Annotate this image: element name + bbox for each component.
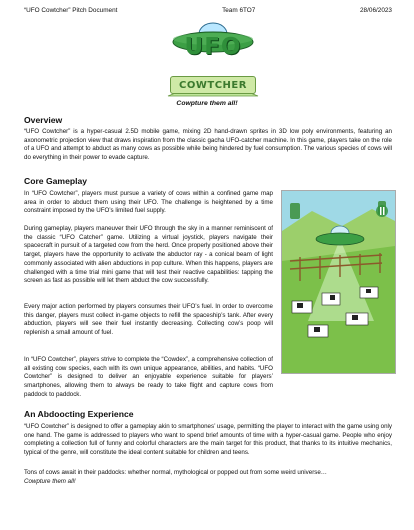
core-paragraph-1: In “UFO Cowtcher”, players must pursue a variety of cows within a confined game map area in order to abduct them using their UFO. The challenge is heightened by a time constraint imposed by the UFO’s limited fuel supply.	[24, 190, 273, 215]
doc-title: “UFO Cowtcher” Pitch Document	[24, 7, 118, 14]
logo-subtitle	[166, 76, 260, 93]
core-paragraph-2: During gameplay, players maneuver their UFO through the sky in a manner reminiscent of the classic “UFO Catcher” game. Utilizing a virtual joystick, players navigate their spacecraft in pursuit of a targeted cow from the herd. Once properly positioned above their target, players have the opportunity to activate the abductor ray - a conical beam of light commonly associated with alien abductions in pop culture. When this happens, players are challenged with a time trial mini game that will test their reactive capabilities: tapping the screen as fast as possible will let them abduct the cow successfully.	[24, 225, 273, 285]
core-paragraph-4: In “UFO Cowtcher”, players strive to complete the “Cowdex”, a comprehensive collection of all existing cow species, each with its own unique appearance, abilities, and habits. “UFO Cowtcher” is designed to deliver an enjoyable experience suitable for players’ smartphones, allowing them to always be ready to take flight and capture cows from paddock to paddock.	[24, 356, 273, 398]
core-paragraph-3: Every major action performed by players consumes their UFO’s fuel. In order to overcome this danger, players must collect in-game objects to refill the spaceship’s tank. After every abduction, players will see their fuel instantly decreasing. Collecting cow’s poop will replenish a small amount of fuel.	[24, 303, 273, 337]
abducting-paragraph-1: “UFO Cowtcher” is designed to offer a gameplay akin to smartphones’ usage, permitting the player to interact with the game using only one hand. The game is addressed to players who want to spend brief amounts of time with a hyper-casual game. People who enjoy completing a collection full of funny and colorful characters are the main target for this product, that thanks to its intuitive mechanics, typical of the genre, will constitute the ideal content suitable for children and teens.	[24, 423, 392, 457]
abducting-paragraph-2: Tons of cows await in their paddocks: whether normal, mythological or popped out from some weird universe…	[24, 469, 327, 476]
game-logo	[158, 20, 268, 98]
logo-banner	[170, 76, 256, 94]
abducting-heading: An Abdoocting Experience	[24, 409, 134, 419]
abducting-closing: Cowpture them all!	[24, 478, 76, 485]
core-heading: Core Gameplay	[24, 176, 88, 186]
doc-date: 28/06/2023	[360, 7, 392, 14]
tagline: Cowpture them all!	[176, 100, 238, 107]
team-name: Team 6TO7	[222, 7, 256, 14]
overview-heading: Overview	[24, 115, 63, 125]
gameplay-screenshot	[281, 190, 396, 374]
logo-subtitle-text: COWTCHER	[179, 80, 247, 91]
overview-paragraph: “UFO Cowtcher” is a hyper-casual 2.5D mobile game, mixing 2D hand-drawn sprites in 3D low poly environments, featuring an axonometric projection view that draws inspiration from the classic gacha UFO-catcher machine. In this game, players take on the role of a UFO and attempt to abduct as many cows as possible while being hindered by fuel consumption. The various species of cows will do everything in their power to evade capture.	[24, 128, 392, 162]
document-header	[24, 7, 392, 17]
gameplay-scene	[282, 191, 395, 373]
logo-title: UFO	[184, 34, 242, 60]
